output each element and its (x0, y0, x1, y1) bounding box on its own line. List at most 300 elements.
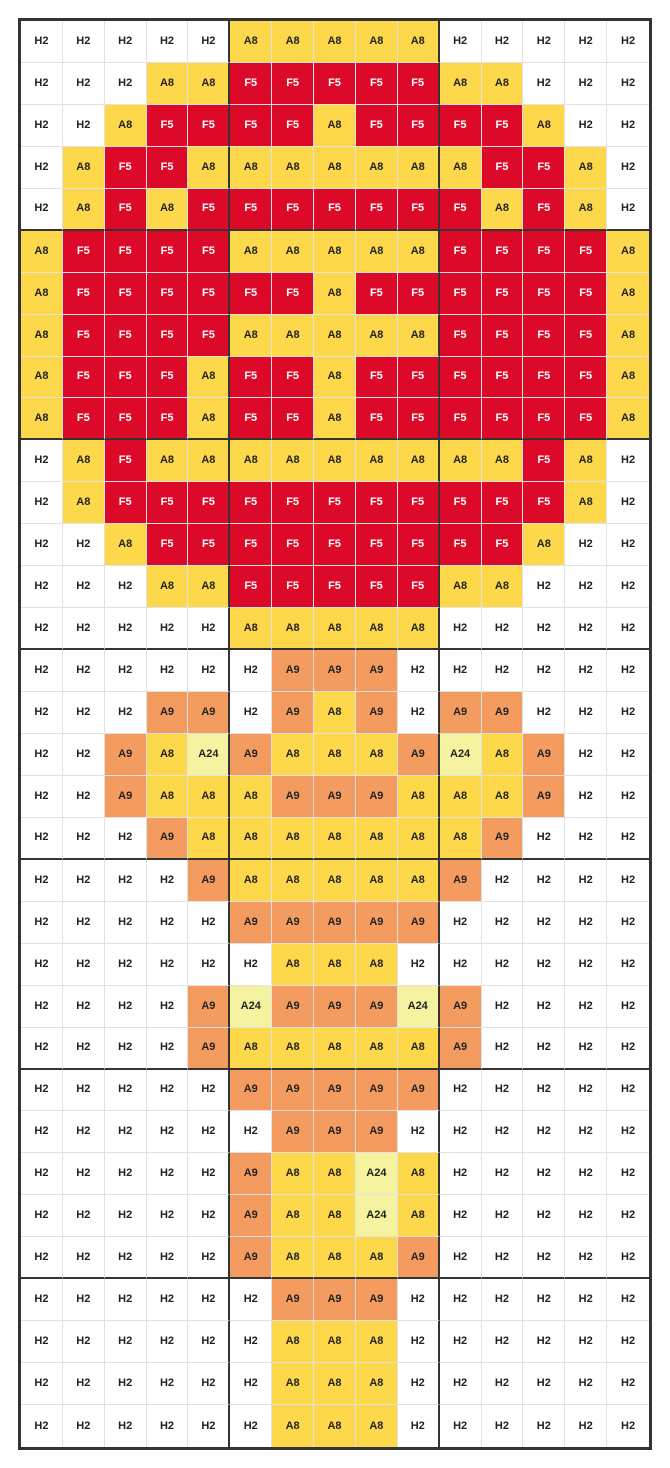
grid-cell: H2 (523, 986, 565, 1028)
grid-cell: H2 (63, 986, 105, 1028)
grid-cell: A9 (230, 902, 272, 944)
grid-cell: A8 (230, 818, 272, 860)
grid-cell: F5 (147, 398, 189, 440)
grid-cell: H2 (398, 944, 440, 986)
grid-cell: H2 (440, 1279, 482, 1321)
grid-cell: A8 (440, 63, 482, 105)
grid-cell: H2 (63, 608, 105, 650)
grid-cell: H2 (482, 608, 524, 650)
grid-cell: H2 (607, 63, 649, 105)
grid-cell: H2 (523, 21, 565, 63)
grid-cell: H2 (482, 1279, 524, 1321)
grid-cell: A9 (188, 1028, 230, 1070)
grid-cell: H2 (398, 1321, 440, 1363)
grid-cell: A8 (314, 105, 356, 147)
pattern-grid (21, 21, 649, 1447)
grid-cell: A8 (356, 315, 398, 357)
grid-cell: H2 (63, 650, 105, 692)
grid-cell: A8 (440, 566, 482, 608)
grid-cell: H2 (565, 902, 607, 944)
grid-cell: H2 (21, 189, 63, 231)
grid-cell: F5 (398, 398, 440, 440)
grid-cell: A8 (147, 566, 189, 608)
grid-cell: A8 (230, 860, 272, 902)
grid-cell: F5 (523, 357, 565, 399)
grid-cell: A8 (607, 231, 649, 273)
grid-cell: F5 (356, 357, 398, 399)
grid-cell: F5 (523, 440, 565, 482)
grid-cell: A8 (21, 231, 63, 273)
grid-cell: A8 (356, 1321, 398, 1363)
grid-cell: F5 (398, 524, 440, 566)
grid-cell: H2 (21, 524, 63, 566)
grid-cell: H2 (482, 650, 524, 692)
grid-cell: A8 (272, 944, 314, 986)
grid-cell: H2 (565, 608, 607, 650)
grid-cell: H2 (105, 608, 147, 650)
grid-cell: F5 (272, 398, 314, 440)
grid-cell: A8 (314, 1195, 356, 1237)
grid-cell: F5 (147, 315, 189, 357)
grid-cell: A8 (21, 357, 63, 399)
grid-cell: H2 (21, 1070, 63, 1112)
grid-cell: H2 (565, 21, 607, 63)
grid-cell: H2 (147, 1070, 189, 1112)
grid-cell: H2 (565, 566, 607, 608)
grid-cell: F5 (482, 482, 524, 524)
grid-cell: A9 (356, 1279, 398, 1321)
grid-cell: H2 (21, 818, 63, 860)
grid-cell: A8 (607, 398, 649, 440)
grid-cell: H2 (440, 1195, 482, 1237)
grid-cell: A9 (314, 1111, 356, 1153)
grid-cell: H2 (607, 1321, 649, 1363)
grid-cell: A8 (398, 231, 440, 273)
grid-cell: A8 (356, 944, 398, 986)
grid-cell: H2 (147, 860, 189, 902)
grid-cell: A9 (440, 860, 482, 902)
grid-cell: F5 (356, 524, 398, 566)
grid-cell: H2 (105, 692, 147, 734)
grid-cell: A8 (482, 776, 524, 818)
grid-cell: A8 (314, 315, 356, 357)
grid-cell: H2 (607, 1279, 649, 1321)
grid-cell: F5 (314, 524, 356, 566)
grid-cell: A8 (188, 440, 230, 482)
grid-cell: H2 (398, 650, 440, 692)
grid-cell: A8 (230, 231, 272, 273)
grid-cell: H2 (188, 1279, 230, 1321)
grid-cell: F5 (565, 398, 607, 440)
grid-cell: A8 (314, 944, 356, 986)
grid-cell: A8 (272, 1321, 314, 1363)
grid-cell: H2 (607, 734, 649, 776)
grid-cell: H2 (565, 734, 607, 776)
grid-cell: A8 (398, 1028, 440, 1070)
grid-cell: F5 (440, 524, 482, 566)
grid-cell: A8 (356, 734, 398, 776)
grid-cell: F5 (482, 105, 524, 147)
grid-cell: F5 (63, 231, 105, 273)
grid-cell: A9 (314, 650, 356, 692)
grid-cell: F5 (398, 357, 440, 399)
grid-cell: H2 (21, 1279, 63, 1321)
grid-cell: A9 (482, 692, 524, 734)
grid-cell: F5 (147, 482, 189, 524)
grid-cell: F5 (188, 315, 230, 357)
grid-cell: H2 (21, 944, 63, 986)
grid-cell: H2 (21, 986, 63, 1028)
grid-cell: H2 (523, 818, 565, 860)
grid-cell: H2 (21, 692, 63, 734)
grid-cell: F5 (230, 273, 272, 315)
grid-cell: F5 (188, 524, 230, 566)
grid-cell: H2 (230, 650, 272, 692)
grid-cell: F5 (565, 231, 607, 273)
grid-cell: H2 (147, 902, 189, 944)
grid-cell: F5 (230, 63, 272, 105)
grid-cell: F5 (482, 524, 524, 566)
grid-cell: H2 (440, 944, 482, 986)
grid-cell: H2 (523, 1237, 565, 1279)
grid-cell: H2 (440, 1405, 482, 1447)
grid-cell: F5 (440, 482, 482, 524)
grid-cell: F5 (272, 566, 314, 608)
grid-cell: A9 (398, 1070, 440, 1112)
grid-cell: A8 (565, 189, 607, 231)
grid-cell: H2 (565, 1237, 607, 1279)
grid-cell: H2 (607, 440, 649, 482)
grid-cell: A9 (105, 776, 147, 818)
grid-cell: H2 (105, 1321, 147, 1363)
grid-cell: A8 (105, 105, 147, 147)
grid-cell: H2 (21, 902, 63, 944)
grid-cell: A8 (398, 440, 440, 482)
grid-cell: A9 (230, 1237, 272, 1279)
grid-cell: A9 (356, 1111, 398, 1153)
grid-cell: A9 (523, 734, 565, 776)
grid-cell: H2 (63, 776, 105, 818)
grid-cell: H2 (188, 902, 230, 944)
grid-cell: H2 (63, 734, 105, 776)
grid-cell: H2 (21, 1028, 63, 1070)
grid-cell: H2 (21, 63, 63, 105)
grid-cell: F5 (440, 357, 482, 399)
grid-cell: A8 (314, 231, 356, 273)
grid-cell: F5 (482, 398, 524, 440)
grid-cell: H2 (63, 818, 105, 860)
grid-cell: A8 (398, 818, 440, 860)
grid-cell: F5 (356, 105, 398, 147)
grid-cell: H2 (105, 1028, 147, 1070)
grid-cell: H2 (21, 1195, 63, 1237)
grid-cell: A8 (272, 608, 314, 650)
grid-cell: H2 (105, 1070, 147, 1112)
grid-cell: A8 (272, 734, 314, 776)
grid-cell: H2 (482, 1195, 524, 1237)
grid-cell: F5 (440, 231, 482, 273)
grid-cell: A9 (272, 776, 314, 818)
grid-cell: H2 (63, 1321, 105, 1363)
grid-cell: H2 (147, 1153, 189, 1195)
grid-cell: H2 (21, 1363, 63, 1405)
grid-cell: F5 (272, 357, 314, 399)
grid-cell: H2 (482, 21, 524, 63)
grid-cell: A8 (272, 440, 314, 482)
grid-cell: H2 (482, 1111, 524, 1153)
grid-cell: A8 (230, 21, 272, 63)
grid-cell: H2 (105, 650, 147, 692)
grid-cell: F5 (523, 482, 565, 524)
grid-cell: H2 (565, 1321, 607, 1363)
grid-cell: A8 (314, 1153, 356, 1195)
grid-cell: H2 (147, 1111, 189, 1153)
grid-cell: H2 (565, 524, 607, 566)
grid-cell: F5 (147, 147, 189, 189)
grid-cell: H2 (523, 1279, 565, 1321)
grid-cell: F5 (398, 273, 440, 315)
grid-cell: H2 (21, 734, 63, 776)
grid-cell: F5 (314, 566, 356, 608)
grid-cell: H2 (398, 1279, 440, 1321)
grid-cell: H2 (21, 440, 63, 482)
grid-cell: A24 (188, 734, 230, 776)
grid-cell: F5 (105, 189, 147, 231)
grid-cell: H2 (147, 650, 189, 692)
grid-cell: H2 (482, 860, 524, 902)
grid-cell: A24 (440, 734, 482, 776)
grid-cell: H2 (147, 1279, 189, 1321)
grid-cell: H2 (607, 818, 649, 860)
grid-cell: A8 (356, 21, 398, 63)
grid-cell: H2 (188, 1321, 230, 1363)
grid-cell: H2 (440, 21, 482, 63)
grid-cell: A8 (188, 818, 230, 860)
grid-cell: A9 (314, 986, 356, 1028)
grid-cell: H2 (230, 692, 272, 734)
grid-cell: H2 (63, 1363, 105, 1405)
grid-cell: F5 (188, 231, 230, 273)
grid-cell: H2 (188, 1363, 230, 1405)
grid-cell: A8 (356, 818, 398, 860)
grid-cell: A9 (356, 902, 398, 944)
grid-cell: H2 (565, 1195, 607, 1237)
grid-cell: F5 (356, 273, 398, 315)
grid-cell: F5 (440, 273, 482, 315)
grid-cell: H2 (440, 1111, 482, 1153)
grid-cell: H2 (523, 63, 565, 105)
grid-cell: H2 (607, 776, 649, 818)
grid-cell: F5 (105, 440, 147, 482)
grid-cell: H2 (607, 692, 649, 734)
grid-cell: F5 (356, 189, 398, 231)
grid-cell: H2 (21, 650, 63, 692)
grid-cell: H2 (523, 860, 565, 902)
grid-cell: H2 (482, 944, 524, 986)
grid-cell: F5 (398, 63, 440, 105)
grid-cell: H2 (230, 944, 272, 986)
grid-cell: H2 (105, 944, 147, 986)
grid-cell: A8 (398, 147, 440, 189)
grid-cell: A8 (398, 860, 440, 902)
grid-cell: A24 (356, 1153, 398, 1195)
grid-cell: A8 (356, 1363, 398, 1405)
grid-cell: F5 (398, 566, 440, 608)
grid-cell: F5 (105, 315, 147, 357)
grid-cell: H2 (607, 860, 649, 902)
grid-cell: A8 (482, 63, 524, 105)
grid-cell: A8 (188, 398, 230, 440)
grid-cell: A8 (482, 440, 524, 482)
grid-cell: H2 (565, 1028, 607, 1070)
grid-cell: F5 (440, 315, 482, 357)
grid-cell: H2 (565, 986, 607, 1028)
grid-cell: A8 (272, 21, 314, 63)
grid-cell: A8 (356, 860, 398, 902)
grid-cell: A8 (482, 189, 524, 231)
grid-cell: A8 (314, 357, 356, 399)
grid-cell: A8 (63, 189, 105, 231)
grid-cell: A8 (188, 357, 230, 399)
grid-cell: F5 (272, 524, 314, 566)
grid-cell: H2 (565, 1111, 607, 1153)
grid-cell: A8 (230, 315, 272, 357)
grid-cell: H2 (482, 986, 524, 1028)
grid-cell: H2 (188, 608, 230, 650)
grid-cell: A8 (230, 1028, 272, 1070)
grid-cell: A8 (398, 315, 440, 357)
grid-cell: F5 (314, 189, 356, 231)
grid-cell: A9 (356, 986, 398, 1028)
grid-cell: A9 (482, 818, 524, 860)
grid-cell: H2 (440, 1237, 482, 1279)
grid-cell: F5 (105, 231, 147, 273)
grid-cell: F5 (523, 315, 565, 357)
grid-cell: H2 (565, 1279, 607, 1321)
grid-cell: A9 (356, 1070, 398, 1112)
grid-cell: H2 (147, 608, 189, 650)
grid-cell: H2 (565, 1070, 607, 1112)
grid-cell: H2 (440, 902, 482, 944)
grid-cell: H2 (482, 1153, 524, 1195)
grid-cell: H2 (21, 776, 63, 818)
grid-cell: A9 (314, 1070, 356, 1112)
grid-cell: A8 (523, 524, 565, 566)
grid-cell: F5 (440, 105, 482, 147)
grid-cell: A9 (272, 650, 314, 692)
grid-cell: H2 (607, 1111, 649, 1153)
grid-cell: H2 (523, 902, 565, 944)
grid-cell: F5 (565, 357, 607, 399)
grid-cell: H2 (63, 860, 105, 902)
grid-cell: A8 (356, 608, 398, 650)
grid-cell: H2 (523, 1111, 565, 1153)
grid-cell: F5 (314, 482, 356, 524)
grid-cell: A9 (272, 1279, 314, 1321)
grid-cell: A8 (188, 63, 230, 105)
grid-cell: A8 (272, 315, 314, 357)
grid-cell: H2 (523, 1405, 565, 1447)
grid-cell: A9 (440, 986, 482, 1028)
grid-cell: H2 (398, 1111, 440, 1153)
grid-cell: H2 (147, 1195, 189, 1237)
grid-cell: F5 (63, 357, 105, 399)
grid-cell: H2 (565, 860, 607, 902)
grid-cell: A8 (482, 734, 524, 776)
grid-cell: H2 (21, 566, 63, 608)
grid-cell: F5 (356, 398, 398, 440)
grid-cell: A8 (398, 1195, 440, 1237)
grid-cell: H2 (523, 1195, 565, 1237)
grid-cell: H2 (188, 1070, 230, 1112)
grid-cell: H2 (523, 692, 565, 734)
grid-cell: F5 (356, 566, 398, 608)
grid-cell: A8 (147, 63, 189, 105)
grid-cell: H2 (105, 63, 147, 105)
grid-cell: F5 (440, 398, 482, 440)
grid-cell: F5 (272, 63, 314, 105)
grid-cell: H2 (607, 524, 649, 566)
grid-cell: A8 (314, 21, 356, 63)
grid-cell: H2 (147, 986, 189, 1028)
grid-cell: A8 (398, 21, 440, 63)
grid-cell: H2 (105, 902, 147, 944)
grid-cell: H2 (607, 105, 649, 147)
grid-cell: F5 (356, 63, 398, 105)
grid-cell: H2 (523, 1153, 565, 1195)
grid-cell: H2 (607, 650, 649, 692)
grid-cell: A8 (314, 692, 356, 734)
grid-cell: F5 (523, 231, 565, 273)
grid-cell: A9 (314, 776, 356, 818)
grid-cell: H2 (105, 1363, 147, 1405)
grid-cell: H2 (482, 1405, 524, 1447)
grid-cell: H2 (565, 1153, 607, 1195)
grid-cell: H2 (63, 1070, 105, 1112)
grid-cell: F5 (147, 524, 189, 566)
grid-cell: F5 (398, 105, 440, 147)
grid-cell: A9 (188, 860, 230, 902)
grid-cell: A8 (314, 1363, 356, 1405)
grid-cell: H2 (482, 1363, 524, 1405)
grid-cell: A8 (147, 440, 189, 482)
grid-cell: A8 (523, 105, 565, 147)
grid-cell: H2 (21, 105, 63, 147)
pattern-chart (18, 18, 652, 1450)
grid-cell: A8 (314, 818, 356, 860)
grid-cell: H2 (565, 944, 607, 986)
grid-cell: F5 (63, 398, 105, 440)
grid-cell: H2 (105, 860, 147, 902)
grid-cell: F5 (105, 273, 147, 315)
grid-cell: A9 (314, 1279, 356, 1321)
grid-cell: H2 (607, 147, 649, 189)
grid-cell: A8 (147, 776, 189, 818)
grid-cell: A9 (147, 818, 189, 860)
grid-cell: A8 (21, 315, 63, 357)
grid-cell: F5 (230, 524, 272, 566)
grid-cell: F5 (398, 189, 440, 231)
grid-cell: H2 (565, 105, 607, 147)
grid-cell: A8 (314, 273, 356, 315)
grid-cell: F5 (272, 189, 314, 231)
grid-cell: F5 (523, 273, 565, 315)
grid-cell: H2 (440, 608, 482, 650)
grid-cell: H2 (63, 566, 105, 608)
grid-cell: F5 (565, 273, 607, 315)
grid-cell: F5 (230, 482, 272, 524)
grid-cell: H2 (105, 986, 147, 1028)
